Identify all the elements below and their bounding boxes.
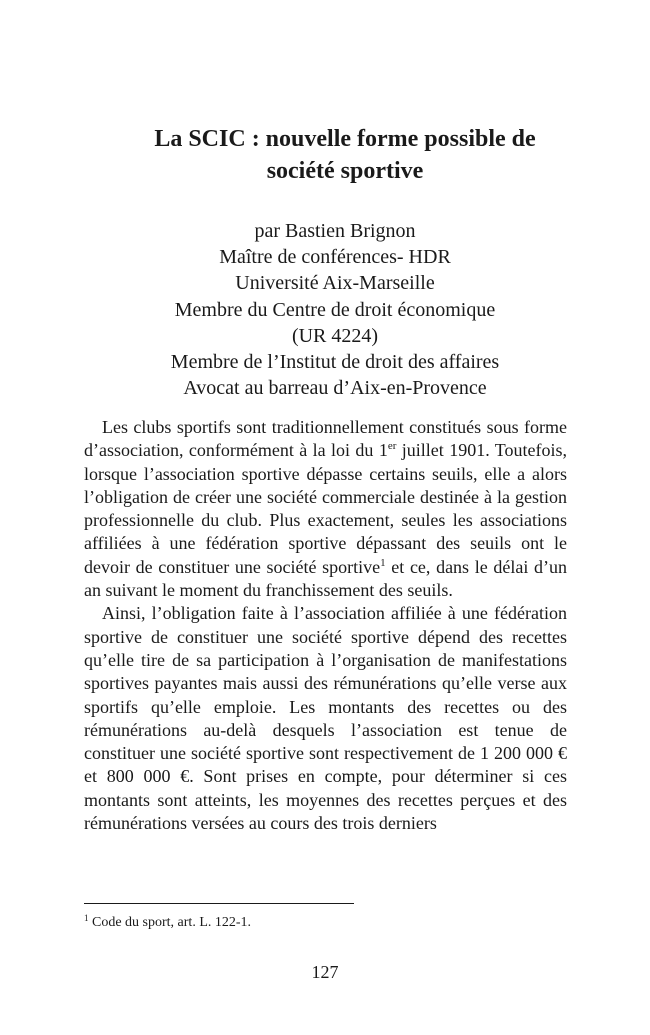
footnote-reference[interactable]: 1 [380, 556, 386, 569]
author-bar-membership: Avocat au barreau d’Aix-en-Provence [183, 377, 487, 400]
article-title-line-1: La SCIC : nouvelle forme possible de [154, 126, 536, 152]
footnote-separator [84, 903, 354, 904]
body-paragraph-1 [84, 416, 567, 602]
page-number: 127 [311, 962, 339, 982]
body-paragraph-2: Ainsi, l’obligation faite à l’association affiliée à une fédération sportive de constituer une société sportive dépend des recettes qu’elle tire de sa participation à l’organisation de manifestations sportives payantes mais aussi des rémunérations qu’elle verse aux sportifs qu’elle emploie. Les montants des recettes ou des rémunérations au-delà desquels l’association est tenue de constituer une société sportive sont respectivement de 1 200 000 € et 800 000 €. Sont prises en compte, pour déterminer si ces montants sont atteints, les moyennes des recettes perçues et des rémunérations versées au cours des trois derniers [84, 603, 567, 834]
body-paragraph-1-text-c: et ce, dans le délai d’un an suivant le moment du franchissement des seuils. [84, 556, 567, 601]
article-title-line-2: société sportive [266, 158, 424, 184]
author-block [40, 218, 630, 401]
body-paragraph-1-text-a: Les clubs sportifs sont traditionnellement constitués sous forme d’association, conformément à la loi du 1 [84, 417, 567, 461]
author-byline: par Bastien Brignon [254, 220, 416, 242]
author-university: Université Aix-Marseille [235, 272, 435, 295]
body-paragraph-1-text-b: juillet 1901. Toutefois, lorsque l’association sportive dépasse certains seuils, elle a alors l’obligation de créer une société commerciale destinée à la gestion professionnelle du club. Plus exactement, seules les associations affiliées à une fédération sportive dépassant des seuils ont le devoir de constituer une société sportive [84, 440, 567, 577]
ordinal-superscript: er [387, 440, 397, 453]
footnote [84, 914, 251, 932]
author-affiliation-2: Membre de l’Institut de droit des affaires [170, 351, 500, 374]
author-affiliation-1: Membre du Centre de droit économique [174, 298, 496, 321]
footnote-text: Code du sport, art. L. 122-1. [88, 915, 252, 930]
author-position: Maître de conférences- HDR [219, 246, 451, 269]
article-title [60, 123, 630, 187]
footnote-number: 1 [84, 913, 89, 923]
author-affiliation-1-code: (UR 4224) [291, 324, 379, 347]
article-body [84, 416, 567, 835]
